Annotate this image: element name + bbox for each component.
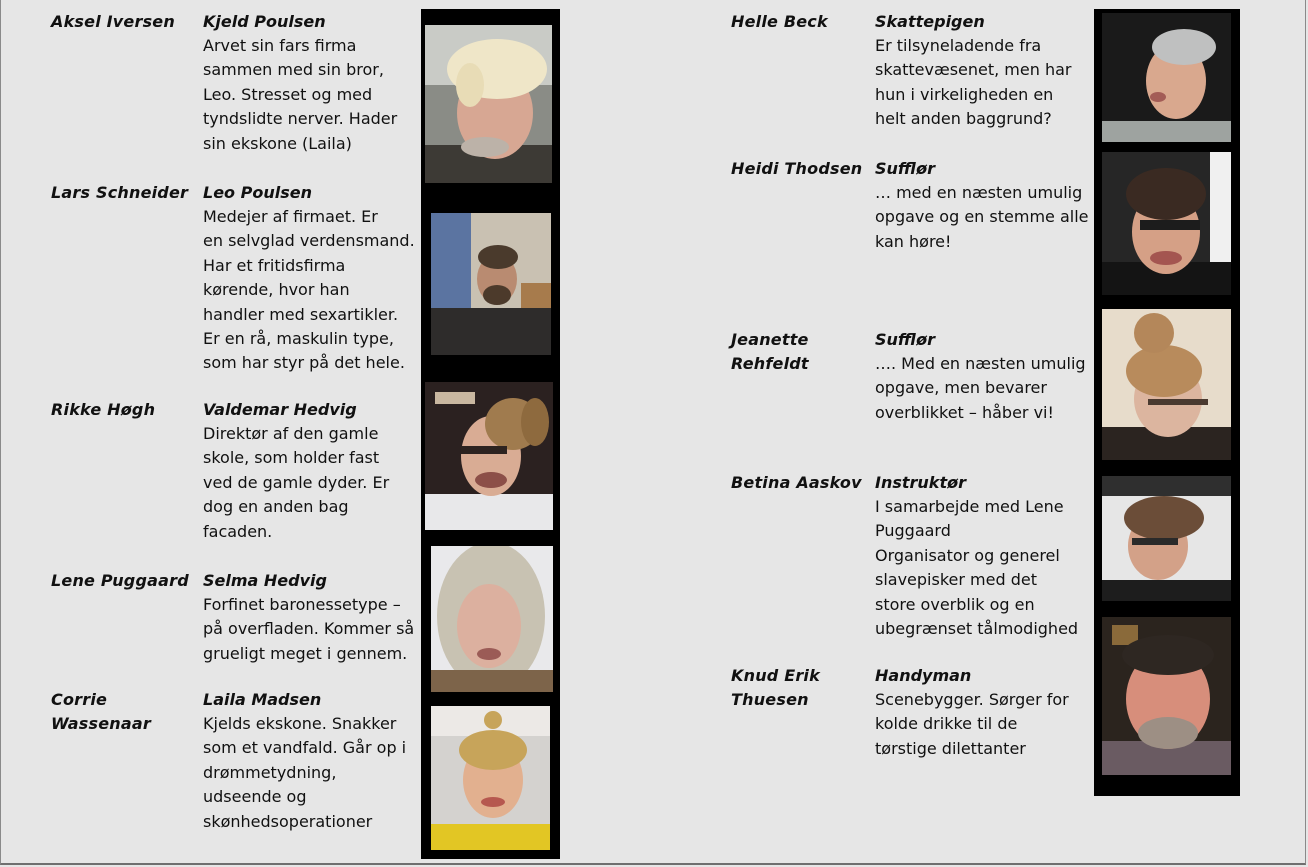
role-name: Instruktør: [875, 473, 966, 492]
actor-name: Lene Puggaard: [51, 571, 189, 590]
actor-photo: [431, 213, 551, 355]
actor-photo: [1102, 617, 1231, 775]
role-description: …. Med en næsten umulig opgave, men bevarer overblikket – håber vi!: [875, 354, 1086, 422]
actor-photo: [431, 546, 553, 692]
actor-photo: [425, 25, 552, 183]
role-name: Leo Poulsen: [203, 183, 312, 202]
actor-photo: [1102, 476, 1231, 601]
role-description: Arvet sin fars firma sammen med sin bror, Leo. Stresset og med tyndslidte nerver. Hader sin ekskone (Laila): [203, 36, 398, 153]
actor-photo: [431, 706, 550, 850]
role-description: Er tilsyneladende fra skattevæsenet, men har hun i virkeligheden en helt anden baggrund?: [875, 36, 1072, 129]
actor-name: Lars Schneider: [51, 183, 189, 202]
role-description: Scenebygger. Sørger for kolde drikke til de tørstige dilettanter: [875, 690, 1069, 758]
actor-name: Aksel Iversen: [51, 12, 175, 31]
role-name: Valdemar Hedvig: [203, 400, 357, 419]
role-description: … med en næsten umulig opgave og en stemme alle kan høre!: [875, 183, 1089, 251]
role-description: Direktør af den gamle skole, som holder fast ved de gamle dyder. Er dog en anden bag facaden.: [203, 424, 390, 541]
actor-photo: [425, 382, 553, 530]
role-description: I samarbejde med Lene Puggaard Organisator og generel slavepisker med det store overblik og en ubegrænset tålmodighed: [875, 497, 1079, 639]
actor-photo: [1102, 152, 1231, 295]
actor-photo: [1102, 13, 1231, 142]
actor-name: Betina Aaskov: [731, 473, 862, 492]
actor-name: Heidi Thodsen: [731, 159, 863, 178]
role-name: Sufflør: [875, 159, 936, 178]
role-name: Handyman: [875, 666, 972, 685]
actor-name: Corrie Wassenaar: [51, 690, 151, 733]
actor-name: Jeanette Rehfeldt: [731, 330, 809, 373]
role-description: Medejer af firmaet. Er en selvglad verdensmand. Har et fritidsfirma kørende, hvor han handler med sexartikler. Er en rå, maskulin type, som har styr på det hele.: [203, 207, 415, 373]
actor-name: Helle Beck: [731, 12, 828, 31]
role-name: Kjeld Poulsen: [203, 12, 326, 31]
role-name: Sufflør: [875, 330, 936, 349]
role-name: Laila Madsen: [203, 690, 322, 709]
role-name: Selma Hedvig: [203, 571, 327, 590]
actor-photo: [1102, 309, 1231, 460]
role-description: Forfinet baronessetype – på overfladen. Kommer så grueligt meget i gennem.: [203, 595, 415, 663]
actor-name: Knud Erik Thuesen: [731, 666, 820, 709]
role-description: Kjelds ekskone. Snakker som et vandfald. Går op i drømmetydning, udseende og skønhedsoperationer: [203, 714, 407, 831]
role-name: Skattepigen: [875, 12, 985, 31]
actor-name: Rikke Høgh: [51, 400, 156, 419]
